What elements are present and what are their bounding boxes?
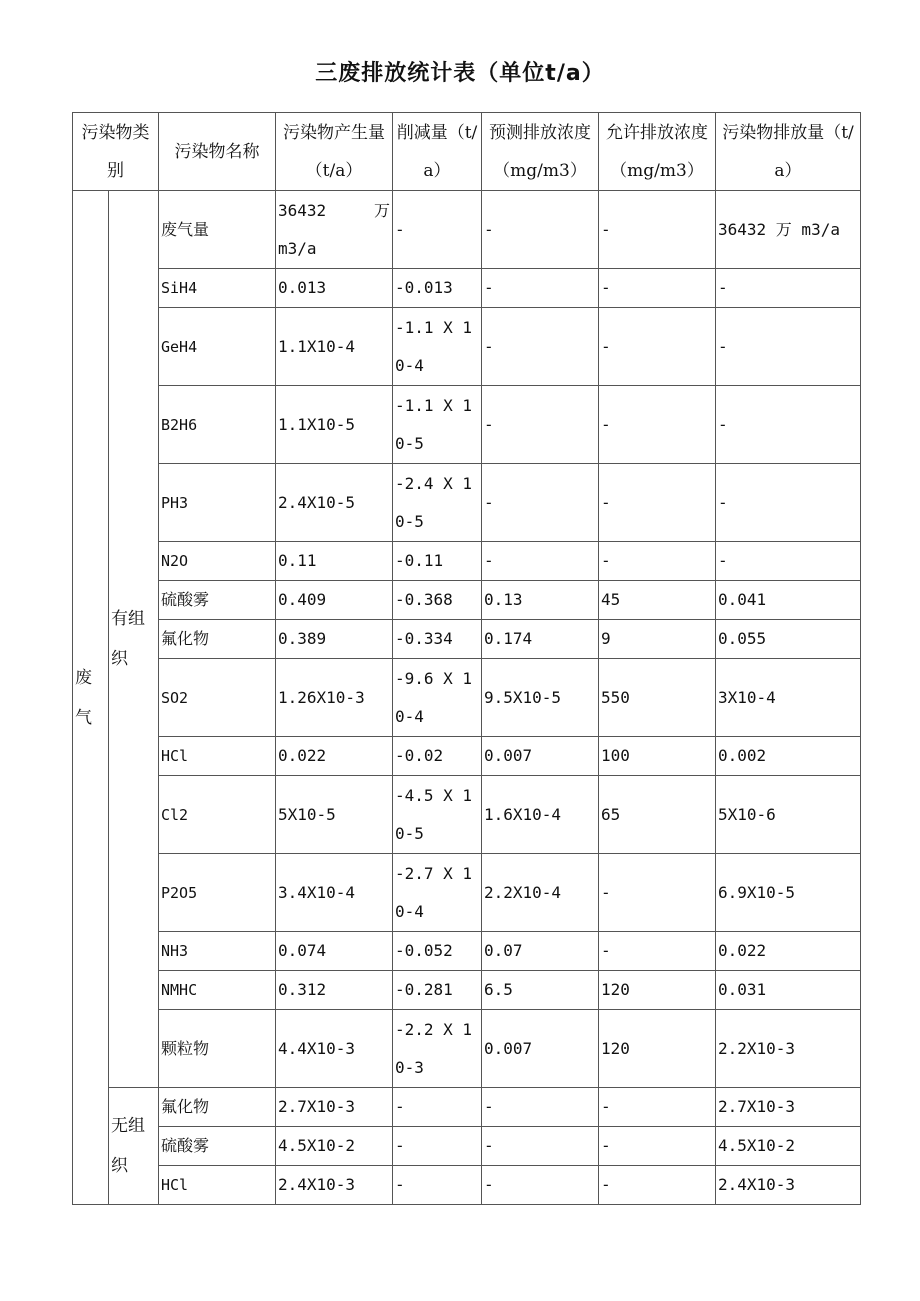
- pollutant-name: 氟化物: [159, 1088, 276, 1127]
- discharge-value: 5X10-6: [716, 776, 861, 854]
- allowed-value: -: [599, 1127, 716, 1166]
- pollutant-name: 废气量: [159, 191, 276, 269]
- reduction-value: -: [393, 1166, 482, 1205]
- predicted-value: -: [482, 1088, 599, 1127]
- pollutant-name: GeH4: [159, 308, 276, 386]
- reduction-value: -0.368: [393, 581, 482, 620]
- produced-value: 2.4X10-3: [276, 1166, 393, 1205]
- allowed-value: 550: [599, 659, 716, 737]
- pollutant-name: P2O5: [159, 854, 276, 932]
- produced-value: 5X10-5: [276, 776, 393, 854]
- allowed-value: -: [599, 854, 716, 932]
- table-row: [73, 971, 861, 1010]
- table-row: [73, 659, 861, 737]
- discharge-value: -: [716, 386, 861, 464]
- reduction-value: -0.281: [393, 971, 482, 1010]
- discharge-value: -: [716, 269, 861, 308]
- allowed-value: -: [599, 269, 716, 308]
- allowed-value: 65: [599, 776, 716, 854]
- discharge-value: 36432 万 m3/a: [716, 191, 861, 269]
- reduction-value: -0.013: [393, 269, 482, 308]
- table-row: [73, 620, 861, 659]
- pollutant-name: Cl2: [159, 776, 276, 854]
- pollutant-name: 颗粒物: [159, 1010, 276, 1088]
- produced-value: 0.022: [276, 737, 393, 776]
- table-row: [73, 191, 861, 269]
- header-predicted: 预测排放浓度（mg/m3）: [482, 113, 599, 191]
- table-row: [73, 464, 861, 542]
- discharge-value: 0.002: [716, 737, 861, 776]
- predicted-value: 9.5X10-5: [482, 659, 599, 737]
- allowed-value: 45: [599, 581, 716, 620]
- predicted-value: 0.007: [482, 737, 599, 776]
- discharge-value: 0.041: [716, 581, 861, 620]
- table-row: [73, 776, 861, 854]
- pollutant-name: PH3: [159, 464, 276, 542]
- predicted-value: -: [482, 386, 599, 464]
- allowed-value: 120: [599, 1010, 716, 1088]
- table-row: [73, 269, 861, 308]
- reduction-value: -0.334: [393, 620, 482, 659]
- produced-value: 2.4X10-5: [276, 464, 393, 542]
- discharge-value: 2.7X10-3: [716, 1088, 861, 1127]
- group-unorganized: 无组织: [109, 1088, 159, 1205]
- discharge-value: -: [716, 542, 861, 581]
- allowed-value: -: [599, 1088, 716, 1127]
- pollutant-name: HCl: [159, 737, 276, 776]
- header-discharge: 污染物排放量（t/a）: [716, 113, 861, 191]
- predicted-value: -: [482, 1166, 599, 1205]
- discharge-value: 0.055: [716, 620, 861, 659]
- reduction-value: -: [393, 1127, 482, 1166]
- pollutant-name: 硫酸雾: [159, 581, 276, 620]
- predicted-value: 0.07: [482, 932, 599, 971]
- pollutant-name: NH3: [159, 932, 276, 971]
- header-produced: 污染物产生量（t/a）: [276, 113, 393, 191]
- pollutant-name: 氟化物: [159, 620, 276, 659]
- produced-value: 36432 万 m3/a: [276, 191, 393, 269]
- discharge-value: 0.022: [716, 932, 861, 971]
- table-row: [73, 932, 861, 971]
- reduction-value: -0.052: [393, 932, 482, 971]
- produced-value: 1.1X10-4: [276, 308, 393, 386]
- pollutant-name: SiH4: [159, 269, 276, 308]
- table-row: [73, 581, 861, 620]
- header-row: [73, 113, 861, 191]
- reduction-value: -9.6 X 10-4: [393, 659, 482, 737]
- discharge-value: 2.4X10-3: [716, 1166, 861, 1205]
- allowed-value: 120: [599, 971, 716, 1010]
- pollutant-name: N2O: [159, 542, 276, 581]
- allowed-value: -: [599, 386, 716, 464]
- allowed-value: 100: [599, 737, 716, 776]
- pollutant-name: 硫酸雾: [159, 1127, 276, 1166]
- predicted-value: -: [482, 1127, 599, 1166]
- predicted-value: 0.13: [482, 581, 599, 620]
- pollutant-name: B2H6: [159, 386, 276, 464]
- category-waste-gas: 废气: [73, 191, 109, 1205]
- discharge-value: -: [716, 308, 861, 386]
- produced-value: 0.389: [276, 620, 393, 659]
- predicted-value: 0.007: [482, 1010, 599, 1088]
- produced-value: 0.074: [276, 932, 393, 971]
- produced-value: 0.013: [276, 269, 393, 308]
- predicted-value: -: [482, 308, 599, 386]
- predicted-value: -: [482, 464, 599, 542]
- reduction-value: -0.02: [393, 737, 482, 776]
- header-name: 污染物名称: [159, 113, 276, 191]
- table-row: [73, 854, 861, 932]
- allowed-value: -: [599, 1166, 716, 1205]
- pollutant-name: SO2: [159, 659, 276, 737]
- produced-value: 0.409: [276, 581, 393, 620]
- reduction-value: -0.11: [393, 542, 482, 581]
- page-title: 三废排放统计表（单位t/a）: [315, 61, 605, 86]
- table-row: [73, 1166, 861, 1205]
- discharge-value: 4.5X10-2: [716, 1127, 861, 1166]
- allowed-value: -: [599, 308, 716, 386]
- pollutant-name: NMHC: [159, 971, 276, 1010]
- pollutant-name: HCl: [159, 1166, 276, 1205]
- table-row: [73, 542, 861, 581]
- predicted-value: -: [482, 269, 599, 308]
- reduction-value: -1.1 X 10-5: [393, 386, 482, 464]
- reduction-value: -2.4 X 10-5: [393, 464, 482, 542]
- allowed-value: -: [599, 191, 716, 269]
- produced-value: 0.312: [276, 971, 393, 1010]
- produced-value: 1.1X10-5: [276, 386, 393, 464]
- produced-value: 2.7X10-3: [276, 1088, 393, 1127]
- predicted-value: 2.2X10-4: [482, 854, 599, 932]
- predicted-value: -: [482, 191, 599, 269]
- reduction-value: -2.2 X 10-3: [393, 1010, 482, 1088]
- reduction-value: -: [393, 1088, 482, 1127]
- table-row: [73, 1127, 861, 1166]
- discharge-value: -: [716, 464, 861, 542]
- reduction-value: -4.5 X 10-5: [393, 776, 482, 854]
- produced-value: 1.26X10-3: [276, 659, 393, 737]
- header-allowed: 允许排放浓度（mg/m3）: [599, 113, 716, 191]
- reduction-value: -1.1 X 10-4: [393, 308, 482, 386]
- produced-value: 0.11: [276, 542, 393, 581]
- discharge-value: 2.2X10-3: [716, 1010, 861, 1088]
- group-organized: 有组织: [109, 191, 159, 1088]
- produced-value: 4.4X10-3: [276, 1010, 393, 1088]
- reduction-value: -: [393, 191, 482, 269]
- header-category: 污染物类别: [73, 113, 159, 191]
- predicted-value: 1.6X10-4: [482, 776, 599, 854]
- table-row: [73, 386, 861, 464]
- discharge-value: 3X10-4: [716, 659, 861, 737]
- allowed-value: -: [599, 464, 716, 542]
- allowed-value: -: [599, 542, 716, 581]
- table-row: [73, 737, 861, 776]
- reduction-value: -2.7 X 10-4: [393, 854, 482, 932]
- table-row: [73, 1088, 861, 1127]
- produced-value: 4.5X10-2: [276, 1127, 393, 1166]
- allowed-value: 9: [599, 620, 716, 659]
- header-reduction: 削减量（t/a）: [393, 113, 482, 191]
- emission-table: [72, 112, 861, 1205]
- table-row: [73, 1010, 861, 1088]
- predicted-value: 0.174: [482, 620, 599, 659]
- discharge-value: 6.9X10-5: [716, 854, 861, 932]
- produced-value: 3.4X10-4: [276, 854, 393, 932]
- allowed-value: -: [599, 932, 716, 971]
- discharge-value: 0.031: [716, 971, 861, 1010]
- predicted-value: -: [482, 542, 599, 581]
- predicted-value: 6.5: [482, 971, 599, 1010]
- table-row: [73, 308, 861, 386]
